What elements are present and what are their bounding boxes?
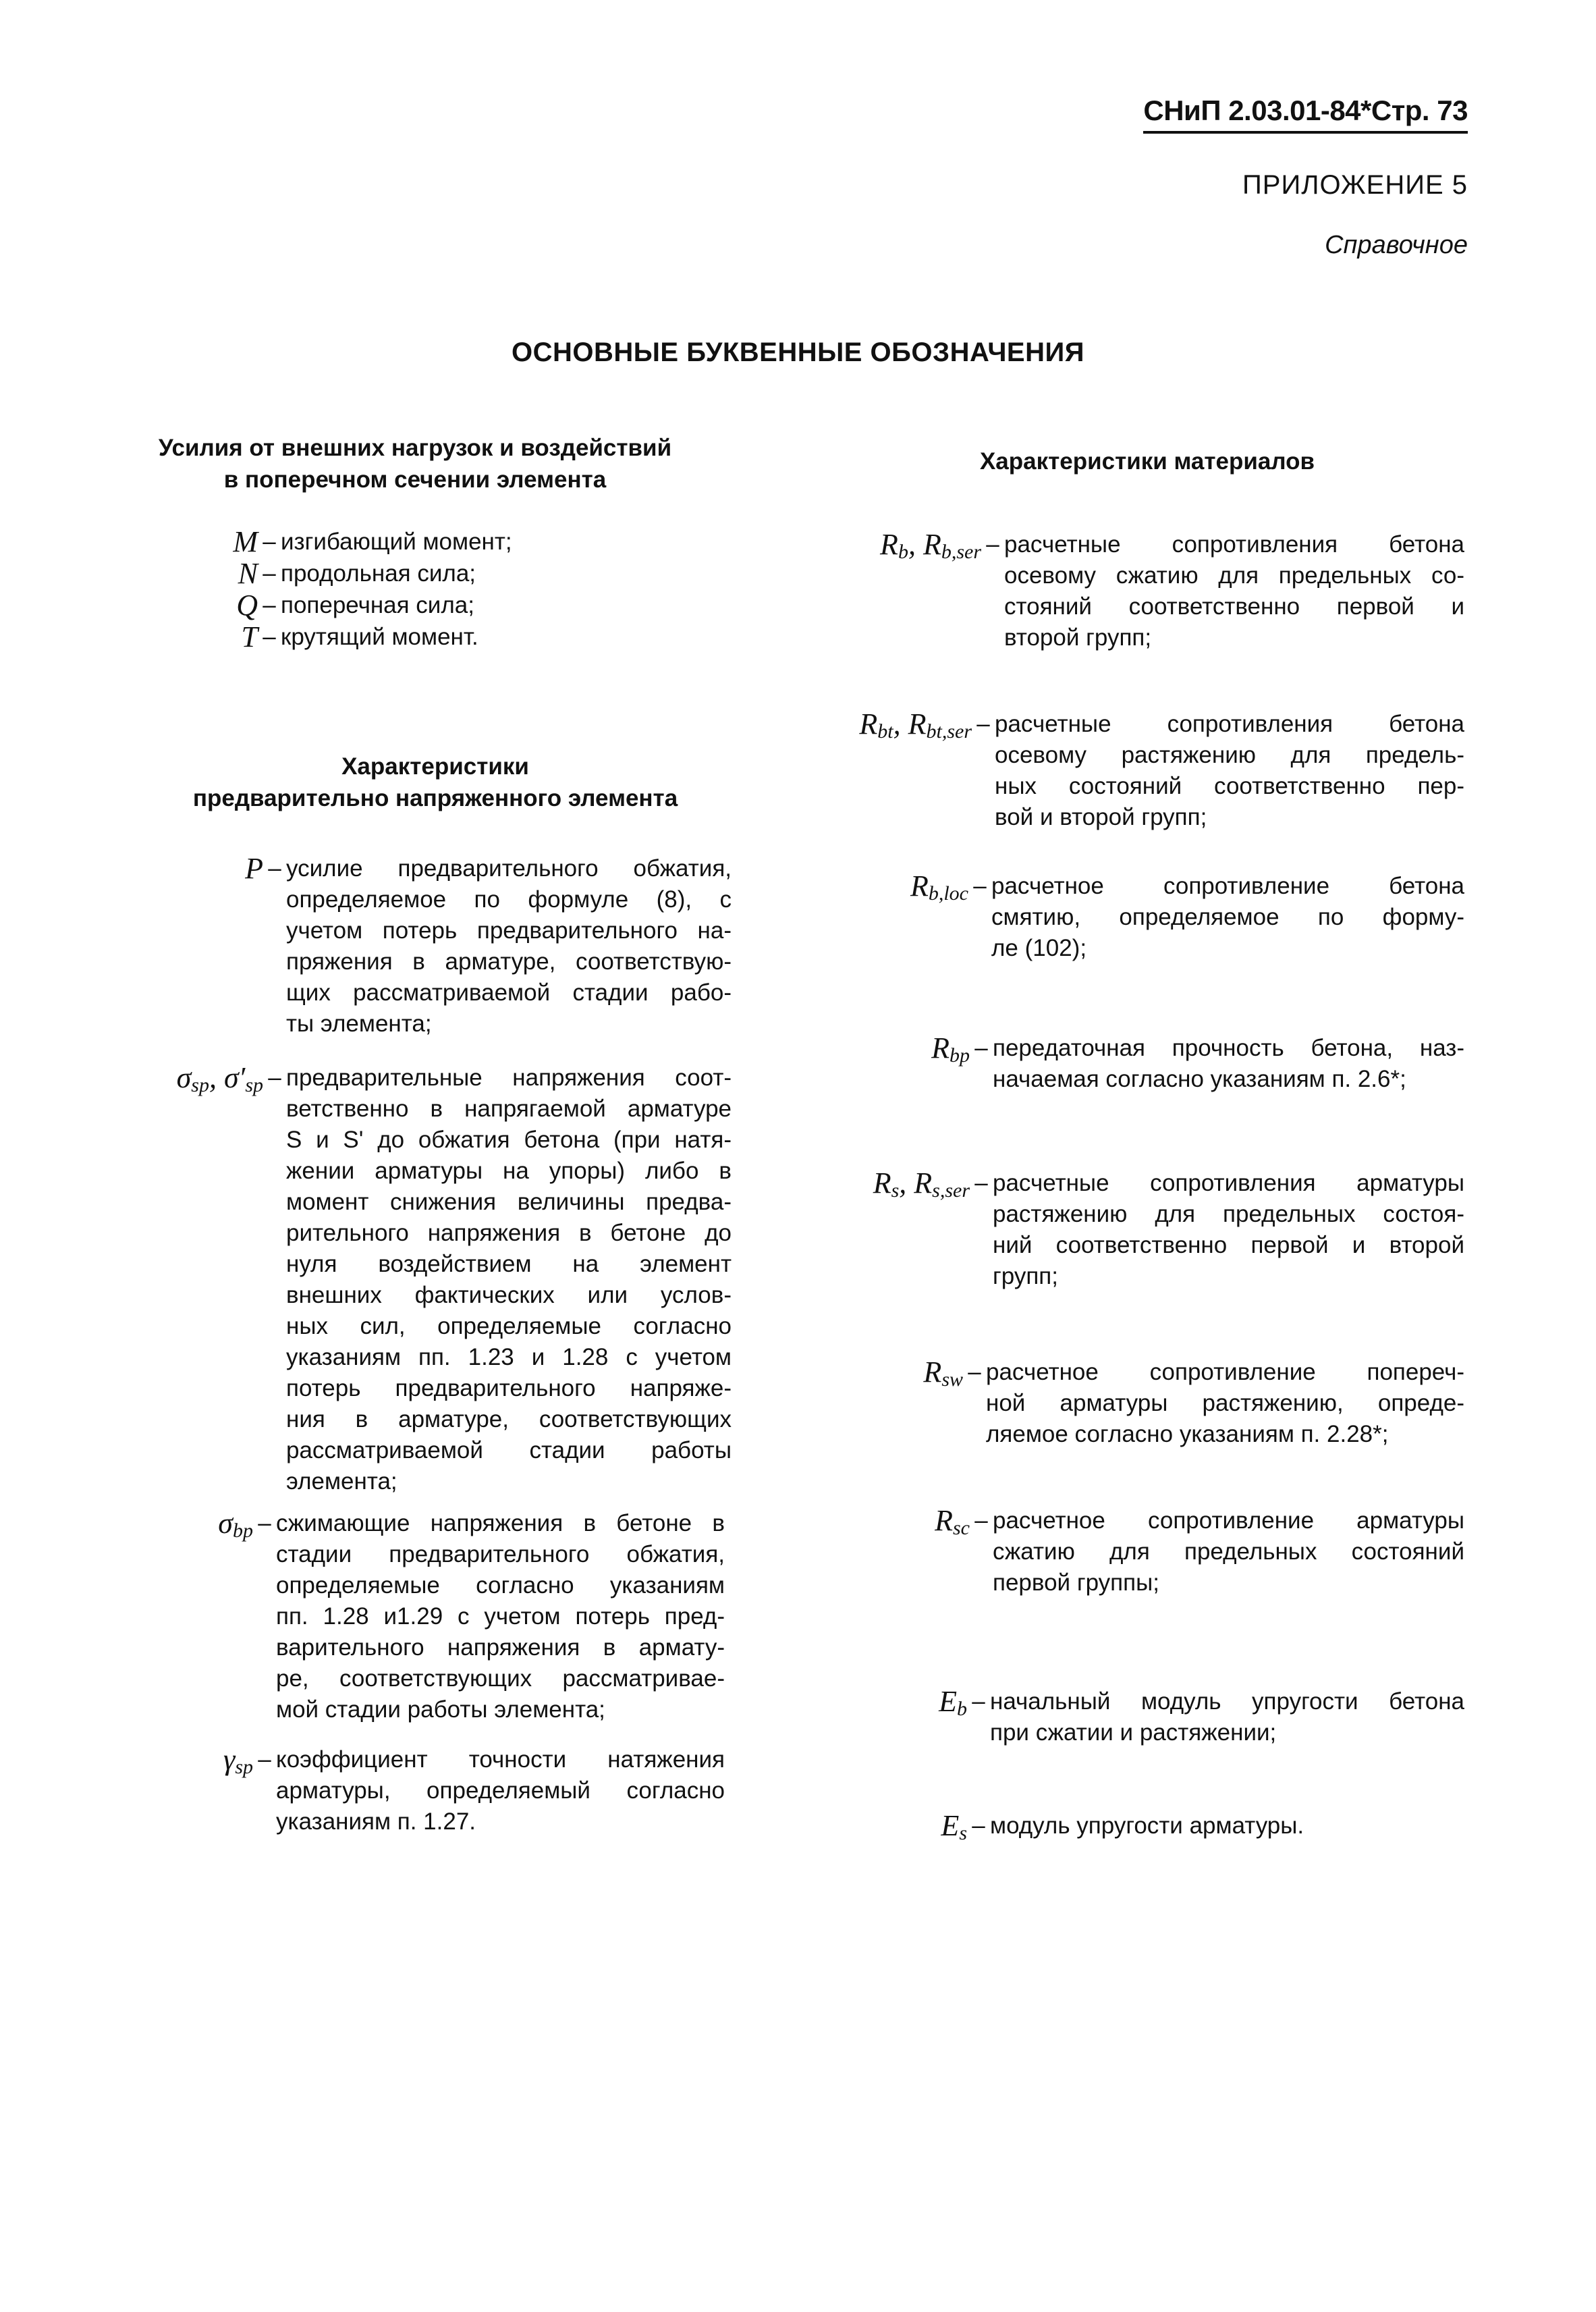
definition-line: модуль упругости арматуры. bbox=[990, 1812, 1304, 1839]
dash: – bbox=[258, 1510, 271, 1536]
definition-text bbox=[286, 853, 732, 1040]
symbol-text: T bbox=[241, 620, 258, 653]
heading-line: Характеристики материалов bbox=[979, 448, 1315, 475]
symbol-text: $R_{bp}$ bbox=[931, 1031, 970, 1067]
definition-text bbox=[1004, 529, 1464, 653]
definition-entry bbox=[196, 622, 478, 653]
dash: – bbox=[263, 529, 276, 555]
definition-line: пряжения в арматуре, соответствую- bbox=[286, 948, 732, 975]
definition-line: стадии предварительного обжатия, bbox=[276, 1541, 725, 1567]
definition-line: ной арматуры растяжению, опреде- bbox=[986, 1390, 1464, 1416]
definition-line: второй групп; bbox=[1004, 624, 1152, 651]
definition-line: осевому сжатию для предельных со- bbox=[1004, 562, 1464, 589]
symbol-text: P bbox=[245, 852, 263, 885]
symbol bbox=[776, 1033, 970, 1071]
page-title: ОСНОВНЫЕ БУКВЕННЫЕ ОБОЗНАЧЕНИЯ bbox=[511, 338, 1084, 367]
symbol bbox=[155, 1063, 263, 1101]
definition-line: ных сил, определяемые согласно bbox=[286, 1313, 732, 1339]
dash: – bbox=[263, 592, 276, 618]
definition-line: щих рассматриваемой стадии рабо- bbox=[286, 979, 732, 1006]
definition-text bbox=[995, 709, 1464, 833]
definition-entry bbox=[155, 1744, 725, 1837]
definition-line: расчетное сопротивление бетона bbox=[991, 873, 1464, 899]
definition-entry bbox=[776, 871, 1464, 964]
definition-text bbox=[276, 1744, 725, 1837]
document-reference: СНиП 2.03.01-84*Стр. 73 bbox=[1143, 95, 1468, 134]
definition-entry bbox=[155, 1508, 725, 1725]
symbol-text: $R_{bt}$, $R_{bt,ser}$ bbox=[859, 707, 972, 743]
symbol-text: Q bbox=[236, 589, 258, 622]
definition-line: арматуры, определяемый согласно bbox=[276, 1777, 725, 1804]
definition-line: момент снижения величины предва- bbox=[286, 1189, 732, 1215]
definition-text bbox=[993, 1505, 1464, 1598]
symbol bbox=[776, 1357, 963, 1395]
symbol-text: $\gamma_{sp}$ bbox=[223, 1743, 253, 1778]
definition-entry bbox=[196, 590, 474, 621]
symbol-text: $R_s$, $R_{s,ser}$ bbox=[873, 1166, 970, 1202]
section-heading-prestressed bbox=[155, 751, 715, 814]
definition-line: сжатию для предельных состояний bbox=[993, 1538, 1464, 1565]
dash: – bbox=[968, 1359, 981, 1385]
heading-line: предварительно напряженного элемента bbox=[192, 785, 678, 811]
definition-line: вой и второй групп; bbox=[995, 804, 1207, 830]
definition-line: ветственно в напрягаемой арматуре bbox=[286, 1096, 732, 1122]
definition-line: при сжатии и растяжении; bbox=[990, 1719, 1277, 1746]
definition-line: изгибающий момент; bbox=[281, 529, 512, 555]
definition-text bbox=[286, 1063, 732, 1497]
definition-entry bbox=[776, 1033, 1464, 1095]
symbol bbox=[196, 558, 258, 589]
symbol bbox=[776, 529, 981, 568]
definition-line: растяжению для предельных состоя- bbox=[993, 1201, 1464, 1227]
symbol bbox=[155, 1744, 253, 1783]
symbol-text: N bbox=[238, 557, 258, 590]
definition-line: варительного напряжения в армату- bbox=[276, 1634, 725, 1661]
symbol bbox=[776, 1168, 970, 1206]
definition-line: ре, соответствующих рассматривае- bbox=[276, 1665, 725, 1692]
dash: – bbox=[972, 1812, 985, 1839]
definition-line: расчетные сопротивления бетона bbox=[1004, 531, 1464, 558]
definition-line: ты элемента; bbox=[286, 1011, 432, 1037]
symbol-text: $R_{sw}$ bbox=[923, 1355, 963, 1391]
symbol-text: $R_{b,loc}$ bbox=[910, 869, 968, 905]
definition-line: учетом потерь предварительного на- bbox=[286, 917, 732, 944]
definition-entry bbox=[776, 529, 1464, 653]
symbol-text: $\sigma_{sp}$, $\sigma'_{sp}$ bbox=[176, 1061, 263, 1096]
definition-text bbox=[276, 1508, 725, 1725]
definition-line: передаточная прочность бетона, наз- bbox=[993, 1035, 1464, 1061]
definition-text bbox=[986, 1357, 1464, 1450]
definition-line: потерь предварительного напряже- bbox=[286, 1375, 732, 1401]
dash: – bbox=[986, 531, 999, 558]
symbol bbox=[776, 871, 968, 909]
definition-line: определяемое по формуле (8), с bbox=[286, 886, 732, 913]
definition-entry bbox=[776, 709, 1464, 833]
symbol-text: $E_b$ bbox=[939, 1685, 967, 1720]
definition-line: предварительные напряжения соот- bbox=[286, 1065, 732, 1091]
definition-line: смятию, определяемое по форму- bbox=[991, 904, 1464, 930]
section-heading-external-loads bbox=[135, 432, 695, 495]
definition-text bbox=[281, 622, 478, 653]
symbol-text: M bbox=[233, 525, 258, 558]
definition-line: определяемые согласно указаниям bbox=[276, 1572, 725, 1598]
definition-line: расчетное сопротивление арматуры bbox=[993, 1507, 1464, 1534]
definition-line: ле (102); bbox=[991, 935, 1087, 961]
definition-line: ния в арматуре, соответствующих bbox=[286, 1406, 732, 1432]
definition-line: стояний соответственно первой и bbox=[1004, 593, 1464, 620]
definition-line: начаемая согласно указаниям п. 2.6*; bbox=[993, 1066, 1406, 1092]
definition-entry bbox=[776, 1505, 1464, 1598]
definition-line: указаниям п. 1.27. bbox=[276, 1808, 476, 1835]
definition-line: указаниям пп. 1.23 и 1.28 с учетом bbox=[286, 1344, 732, 1370]
definition-line: крутящий момент. bbox=[281, 624, 478, 650]
definition-line: нуля воздействием на элемент bbox=[286, 1251, 732, 1277]
dash: – bbox=[976, 711, 990, 737]
dash: – bbox=[974, 1035, 988, 1061]
dash: – bbox=[258, 1746, 271, 1773]
symbol bbox=[155, 1508, 253, 1547]
definition-entry bbox=[776, 1168, 1464, 1292]
symbol bbox=[196, 622, 258, 653]
dash: – bbox=[973, 873, 987, 899]
definition-line: рительного напряжения в бетоне до bbox=[286, 1220, 732, 1246]
definition-line: расчетные сопротивления бетона bbox=[995, 711, 1464, 737]
definition-entry bbox=[155, 853, 732, 1040]
definition-line: усилие предварительного обжатия, bbox=[286, 855, 732, 882]
dash: – bbox=[974, 1170, 988, 1196]
symbol bbox=[776, 1810, 967, 1849]
symbol bbox=[155, 853, 263, 884]
definition-text bbox=[281, 590, 474, 621]
symbol-text: $\sigma_{bp}$ bbox=[218, 1507, 253, 1542]
definition-line: сжимающие напряжения в бетоне в bbox=[276, 1510, 725, 1536]
definition-entry bbox=[776, 1810, 1304, 1849]
section-heading-materials bbox=[871, 446, 1424, 477]
definition-line: элемента; bbox=[286, 1468, 397, 1495]
definition-text bbox=[281, 558, 476, 589]
definition-line: внешних фактических или услов- bbox=[286, 1282, 732, 1308]
definition-line: продольная сила; bbox=[281, 560, 476, 587]
dash: – bbox=[974, 1507, 988, 1534]
definition-line: ляемое согласно указаниям п. 2.28*; bbox=[986, 1421, 1389, 1447]
definition-line: первой группы; bbox=[993, 1569, 1159, 1596]
definition-line: начальный модуль упругости бетона bbox=[990, 1688, 1464, 1715]
definition-entry bbox=[776, 1357, 1464, 1450]
definition-entry bbox=[196, 527, 512, 558]
definition-line: пп. 1.28 и1.29 с учетом потерь пред- bbox=[276, 1603, 725, 1630]
definition-line: коэффициент точности натяжения bbox=[276, 1746, 725, 1773]
symbol bbox=[196, 590, 258, 621]
heading-line: Характеристики bbox=[341, 753, 529, 780]
appendix-label: ПРИЛОЖЕНИЕ 5 bbox=[1242, 170, 1468, 200]
definition-text bbox=[993, 1168, 1464, 1292]
symbol bbox=[776, 1686, 967, 1725]
dash: – bbox=[972, 1688, 985, 1715]
dash: – bbox=[263, 560, 276, 587]
heading-line: Усилия от внешних нагрузок и воздействий bbox=[158, 435, 672, 461]
symbol bbox=[196, 527, 258, 558]
definition-line: жении арматуры на упоры) либо в bbox=[286, 1158, 732, 1184]
heading-line: в поперечном сечении элемента bbox=[223, 466, 607, 493]
definition-entry bbox=[776, 1686, 1464, 1748]
definition-line: ний соответственно первой и второй bbox=[993, 1232, 1464, 1258]
definition-text bbox=[281, 527, 512, 558]
symbol bbox=[776, 1505, 970, 1544]
definition-entry bbox=[196, 558, 476, 589]
definition-text bbox=[990, 1686, 1464, 1748]
definition-text bbox=[990, 1810, 1304, 1841]
definition-line: рассматриваемой стадии работы bbox=[286, 1437, 732, 1463]
dash: – bbox=[263, 624, 276, 650]
definition-line: ных состояний соответственно пер- bbox=[995, 773, 1464, 799]
reference-note: Справочное bbox=[1325, 231, 1468, 259]
definition-line: расчетные сопротивления арматуры bbox=[993, 1170, 1464, 1196]
dash: – bbox=[268, 855, 281, 882]
definition-line: осевому растяжению для предель- bbox=[995, 742, 1464, 768]
definition-line: мой стадии работы элемента; bbox=[276, 1696, 605, 1723]
symbol-text: $E_s$ bbox=[941, 1809, 967, 1844]
definition-entry bbox=[155, 1063, 732, 1497]
definition-line: расчетное сопротивление попереч- bbox=[986, 1359, 1464, 1385]
definition-line: S и S' до обжатия бетона (при натя- bbox=[286, 1127, 732, 1153]
symbol-text: $R_{sc}$ bbox=[935, 1504, 970, 1539]
dash: – bbox=[268, 1065, 281, 1091]
definition-line: поперечная сила; bbox=[281, 592, 474, 618]
symbol bbox=[776, 709, 972, 747]
definition-text bbox=[991, 871, 1464, 964]
definition-text bbox=[993, 1033, 1464, 1095]
definition-line: групп; bbox=[993, 1263, 1058, 1289]
symbol-text: $R_b$, $R_{b,ser}$ bbox=[880, 528, 981, 563]
